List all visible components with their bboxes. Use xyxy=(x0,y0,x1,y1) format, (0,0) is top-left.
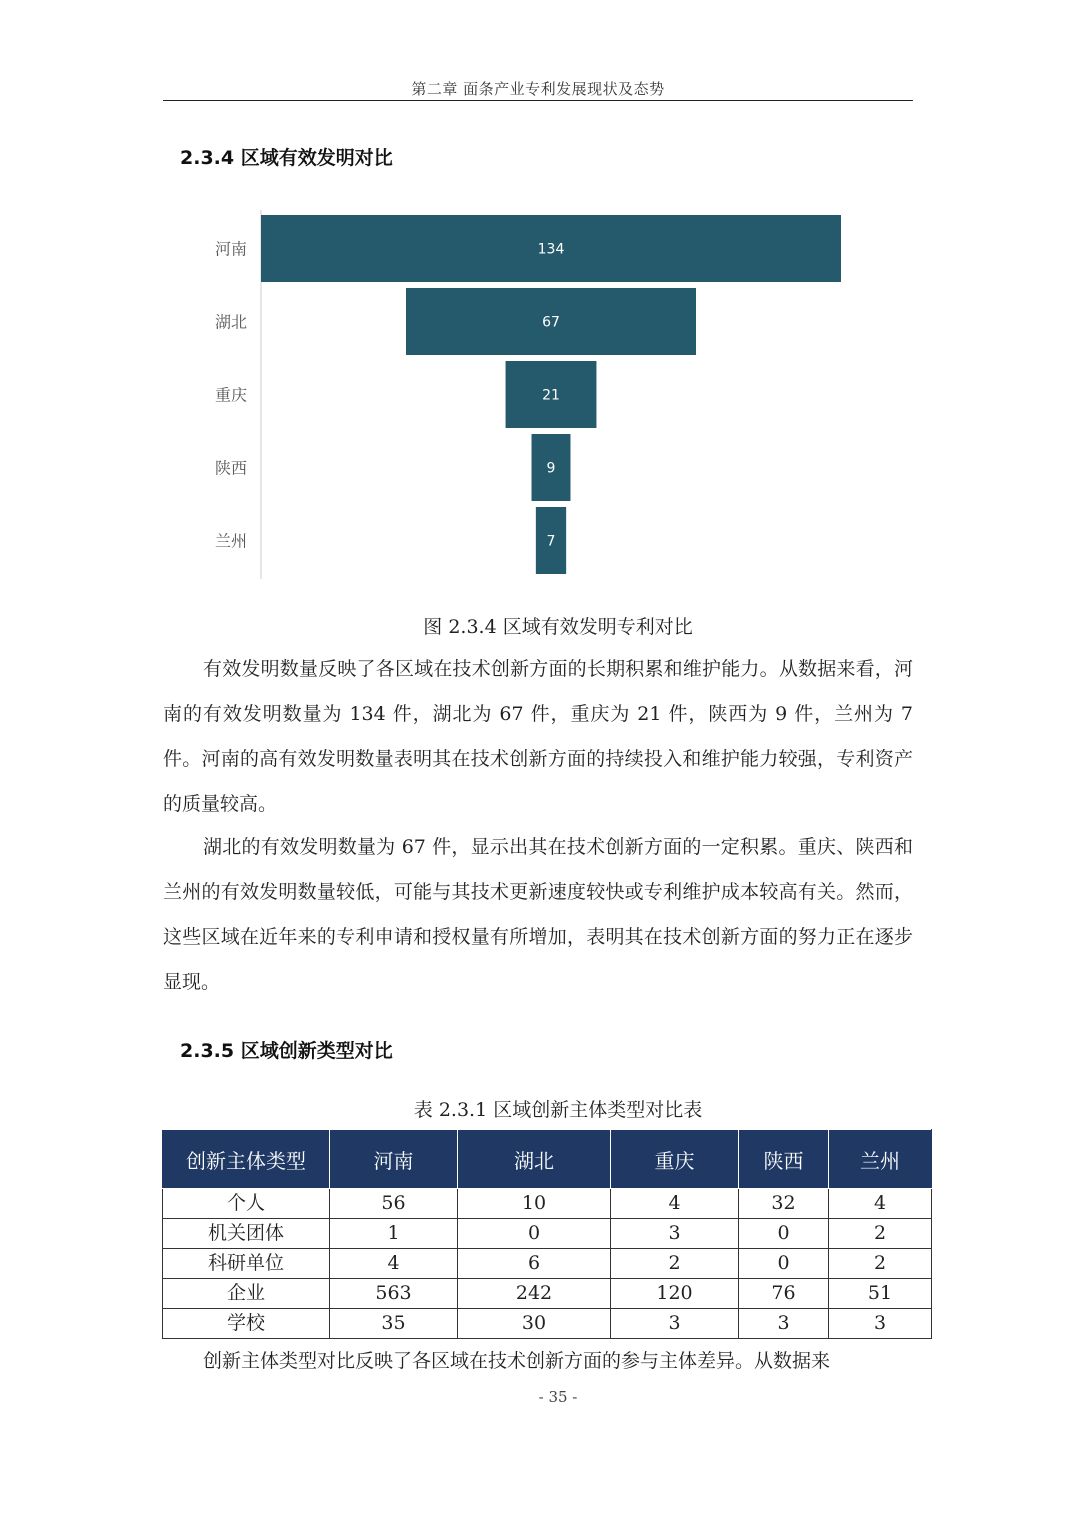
table-cell: 3 xyxy=(611,1309,739,1339)
header-rule xyxy=(163,100,913,101)
table-row xyxy=(163,1249,932,1279)
table-cell: 1 xyxy=(330,1219,458,1249)
table-cell: 6 xyxy=(458,1249,611,1279)
table-cell: 4 xyxy=(330,1249,458,1279)
table-cell: 企业 xyxy=(163,1279,330,1309)
running-header: 第二章 面条产业专利发展现状及态势 xyxy=(411,80,665,98)
section-heading-2-3-5: 2.3.5 区域创新类型对比 xyxy=(180,1040,393,1062)
figure-caption: 图 2.3.4 区域有效发明专利对比 xyxy=(423,616,693,638)
table-cell: 3 xyxy=(829,1309,932,1339)
table-header-cell: 陕西 xyxy=(739,1130,829,1189)
table-cell: 2 xyxy=(829,1219,932,1249)
table-caption: 表 2.3.1 区域创新主体类型对比表 xyxy=(413,1099,703,1121)
table-cell: 个人 xyxy=(163,1189,330,1219)
table-header-cell: 河南 xyxy=(330,1130,458,1189)
table-cell: 科研单位 xyxy=(163,1249,330,1279)
value-label: 134 xyxy=(537,241,565,258)
value-label: 21 xyxy=(542,387,560,404)
table-header-cell: 创新主体类型 xyxy=(163,1130,330,1189)
table-header-cell: 兰州 xyxy=(829,1130,932,1189)
table-header-row xyxy=(163,1130,932,1189)
table-cell: 3 xyxy=(739,1309,829,1339)
value-label: 67 xyxy=(542,314,560,331)
value-label: 7 xyxy=(546,533,556,550)
table-cell: 10 xyxy=(458,1189,611,1219)
table-cell: 学校 xyxy=(163,1309,330,1339)
funnel-chart xyxy=(205,205,865,585)
table-row xyxy=(163,1189,932,1219)
table-cell: 32 xyxy=(739,1189,829,1219)
table-cell: 30 xyxy=(458,1309,611,1339)
category-label: 陕西 xyxy=(214,458,247,478)
table-cell: 2 xyxy=(829,1249,932,1279)
table-header-cell: 重庆 xyxy=(611,1130,739,1189)
table-header-cell: 湖北 xyxy=(458,1130,611,1189)
category-label: 河南 xyxy=(214,239,247,259)
table-cell: 2 xyxy=(611,1249,739,1279)
innovation-type-table xyxy=(162,1129,932,1339)
value-label: 9 xyxy=(546,460,556,477)
paragraph-2: 湖北的有效发明数量为 67 件，显示出其在技术创新方面的一定积累。重庆、陕西和兰州的有效发明数量较低，可能与其技术更新速度较快或专利维护成本较高有关。然而，这些区域在近年来的专利申请和授权量有所增加，表明其在技术创新方面的努力正在逐步显现。 xyxy=(163,836,913,993)
table-cell: 3 xyxy=(611,1219,739,1249)
paragraph-3: 创新主体类型对比反映了各区域在技术创新方面的参与主体差异。从数据来 xyxy=(203,1350,831,1372)
table-cell: 机关团体 xyxy=(163,1219,330,1249)
table-row xyxy=(163,1309,932,1339)
paragraph-1: 有效发明数量反映了各区域在技术创新方面的长期积累和维护能力。从数据来看，河南的有效发明数量为 134 件，湖北为 67 件，重庆为 21 件，陕西为 9 件，兰州为 7 件。河南的高有效发明数量表明其在技术创新方面的持续投入和维护能力较强，专利资产的质量较高。 xyxy=(163,658,913,815)
table-cell: 76 xyxy=(739,1279,829,1309)
category-label: 兰州 xyxy=(214,531,247,551)
category-label: 湖北 xyxy=(214,312,247,332)
table-cell: 242 xyxy=(458,1279,611,1309)
page-number: - 35 - xyxy=(538,1388,578,1406)
table-cell: 0 xyxy=(739,1219,829,1249)
table-cell: 35 xyxy=(330,1309,458,1339)
section-heading-2-3-4: 2.3.4 区域有效发明对比 xyxy=(180,147,393,169)
table-cell: 56 xyxy=(330,1189,458,1219)
table-cell: 4 xyxy=(829,1189,932,1219)
table-cell: 0 xyxy=(458,1219,611,1249)
table-cell: 51 xyxy=(829,1279,932,1309)
table-cell: 0 xyxy=(739,1249,829,1279)
table-row xyxy=(163,1219,932,1249)
table-row xyxy=(163,1279,932,1309)
table-cell: 120 xyxy=(611,1279,739,1309)
table-cell: 4 xyxy=(611,1189,739,1219)
category-label: 重庆 xyxy=(214,385,247,405)
table-cell: 563 xyxy=(330,1279,458,1309)
